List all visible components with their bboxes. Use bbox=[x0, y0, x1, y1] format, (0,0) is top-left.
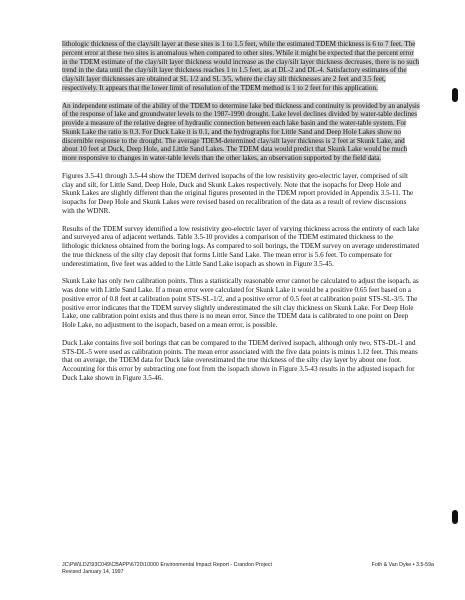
body-text bbox=[62, 40, 420, 392]
paragraph-drought-estimate: An independent estimate of the ability of the TDEM to determine lake bed thickness and continuity is provided by an analysis of the response of lake and groundwater levels to the 1987-1990 drought. Lake level declines divided by water-table declines provide a measure of the relative degree of hydraulic connection between each lake basin and the water-table system. For Skunk Lake the ratio is 0.3. For Duck Lake it is 0.1, and the hydrographs for Little Sand and Deep Hole Lakes show no discernible response to the drought. The average TDEM-determined clay/silt layer thickness is 2 feet at Skunk Lake, and about 10 feet at Duck, Deep Hole, and Little Sand Lakes. The TDEM data would predict that Skunk Lake would be much more responsive to changes in water-table levels than the other lakes, an observation supported by the field data. bbox=[62, 101, 420, 162]
paragraph-tdem-survey-results: Results of the TDEM survey identified a low resistivity geo-electric layer of varying thickness across the entirety of each lake and surveyed area of adjacent wetlands. Table 3.5-10 provides a comparison of the TDEM estimated thickness to the lithologic thickness obtained from the boring logs. As compared to soil borings, the TDEM survey on average underestimated the true thickness of the silty clay deposit that forms Little Sand Lake. The mean error is 5.6 feet. To compensate for underestimation, five feet was added to the Little Sand Lake isopach as shown in Figure 3.5-45. bbox=[62, 224, 420, 268]
paragraph-skunk-lake: Skunk Lake has only two calibration points. Thus a statistically reasonable error cannot be calculated to adjust the isopach, as was done with Little Sand Lake. If a mean error were calculated for Skunk Lake it would be a positive 0.65 feet based on a positive error of 0.8 feet at calibration point STS-SL-1/2, and a positive error of 0.5 feet at calibration point STS-SL-3/5. The positive error indicates that the TDEM survey slightly underestimated the silt clay thickness on Skunk Lake. For Deep Hole Lake, one calibration point exists and thus there is no mean error. Since the TDEM data is calibrated to one point on Deep Hole Lake, no adjustment to the isopach, based on a mean error, is possible. bbox=[62, 277, 419, 329]
paragraph-duck-lake: Duck Lake contains five soil borings that can be compared to the TDEM derived isopach, although only two, STS-DL-1 and STS-DL-5 were used as calibration points. The mean error associated with the five data points is minus 1.12 feet. This means that on average, the TDEM data for Duck lake overestimated the true thickness of the silty clay layer by about one foot. Accounting for this error by subtracting one foot from the isopach shown in Figure 3.5-43 results in the adjusted isopach for Duck Lake shown in Figure 3.5-46. bbox=[62, 338, 418, 382]
paragraph-isopach-figures: Figures 3.5-41 through 3.5-44 show the TDEM derived isopachs of the low resistivity geo-electric layer, comprised of silt clay and silt, for Little Sand, Deep Hole, Duck and Skunk Lakes respectively. Note that the isopachs for Deep Hole and Skunk Lakes are slightly different than the original figures presented in the TDEM report provided in Appendix 3.5-11. The isopachs for Deep Hole and Skunk Lakes were revised based on recalibration of the data as a result of review discussions with the WDNR. bbox=[62, 171, 414, 215]
margin-revision-mark bbox=[452, 510, 458, 524]
paragraph-lithologic-thickness: lithologic thickness of the clay/silt layer at these sites is 1 to 1.5 feet, while the estimated TDEM thickness is 6 to 7 feet. The percent error at these two sites is anomalous when compared to other sites. While it might be expected that the percent error in the TDEM estimate of the clay/silt layer thickness would increase as the clay/silt layer thickness decreases, there is no such trend in the data until the clay/silt layer thickness reaches 1 to 1.5 feet, as at DL-2 and DL-4. Satisfactory estimates of the clay/silt layer thicknesses are obtained at SL 1/2 and SL 3/5, where the clay silt thicknesses are 2 feet and 3.5 feet, respectively. It appears that the lower limit of resolution of the TDEM method is 1 to 2 feet for this application. bbox=[62, 40, 420, 92]
footer-page-number: Foth & Van Dyke • 3.5-59a bbox=[371, 562, 434, 568]
footer-document-path: JC\PW\LDZ\93C049\CBAPP\6720\10000 Environmental Impact Report - Crandon Project bbox=[62, 562, 272, 568]
margin-revision-mark bbox=[452, 88, 458, 102]
page-footer bbox=[62, 562, 434, 575]
footer-revision-date: Revised January 14, 1997 bbox=[62, 568, 124, 575]
